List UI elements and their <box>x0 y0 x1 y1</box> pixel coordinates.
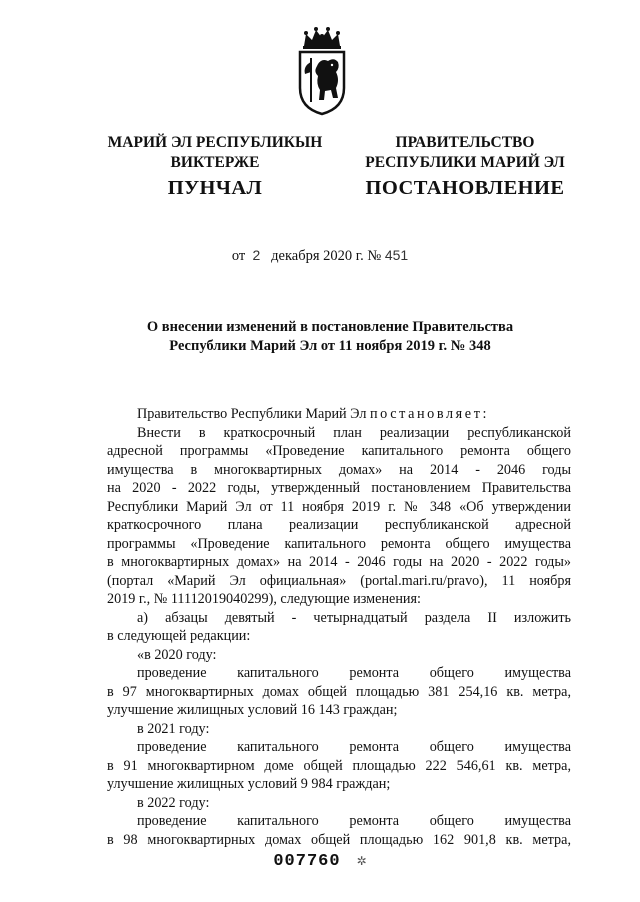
body-line: «в 2020 году: <box>137 646 217 663</box>
header-left-line2: ВИКТЕРЖЕ <box>170 154 260 171</box>
body-line: имущества в многоквартирных домах» на 2014 - 2046 годы <box>107 461 571 478</box>
header-right <box>355 133 575 173</box>
doc-number: 451 <box>384 247 409 263</box>
body-line: адресной программы «Проведение капитального ремонта общего <box>107 443 571 459</box>
document-title <box>80 318 580 356</box>
date-line <box>0 247 640 265</box>
body-text-fragment: Правительство Республики Марий Эл <box>137 406 367 422</box>
body-line: проведение капитального ремонта общего имущества <box>137 739 571 755</box>
header-left-line1: МАРИЙ ЭЛ РЕСПУБЛИКЫН <box>107 134 323 151</box>
body-line: в 2022 году: <box>137 794 210 811</box>
title-line1: О внесении изменений в постановление Правительства <box>146 319 514 335</box>
body-line: улучшение жилищных условий 16 143 граждан; <box>107 702 398 718</box>
body-line: на 2020 - 2022 годы, утвержденный постановлением Правительства <box>107 480 571 496</box>
doc-type-left: ПУНЧАЛ <box>167 177 263 199</box>
body-text-spaced: постановляет: <box>369 406 490 422</box>
date-prefix: от <box>231 248 246 264</box>
header-left <box>95 133 335 173</box>
body-line: в многоквартирных домах» на 2014 - 2046 годы на 2020 - 2022 годы» <box>107 554 571 570</box>
coat-of-arms-icon <box>294 24 350 116</box>
date-day: 2 <box>252 247 261 263</box>
footer <box>0 852 640 871</box>
body-line: 2019 г., № 11112019040299), следующие изменения: <box>107 591 421 607</box>
body-line: в 98 многоквартирных домах общей площадью 162 901,8 кв. метра, <box>107 831 571 848</box>
serial-number: 007760 <box>273 852 341 871</box>
date-rest: декабря 2020 г. № <box>271 248 382 264</box>
document-body <box>107 405 571 849</box>
body-line: программы «Проведение капитального ремонта общего имущества <box>107 535 571 552</box>
header-right-line2: РЕСПУБЛИКИ МАРИЙ ЭЛ <box>365 154 565 171</box>
body-line: а) абзацы девятый - четырнадцатый раздела II изложить <box>137 609 571 626</box>
body-line: в следующей редакции: <box>107 628 251 644</box>
body-line <box>107 405 571 424</box>
body-line: проведение капитального ремонта общего имущества <box>137 813 571 829</box>
doc-type-right: ПОСТАНОВЛЕНИЕ <box>365 177 565 199</box>
title-line2: Республики Марий Эл от 11 ноября 2019 г. № 348 <box>169 338 491 354</box>
body-line: в 2021 году: <box>137 720 210 737</box>
body-line: в 97 многоквартирных домах общей площадью 381 254,16 кв. метра, <box>107 683 571 700</box>
ornament-icon: ✲ <box>356 854 367 868</box>
body-line: проведение капитального ремонта общего имущества <box>137 665 571 681</box>
body-line: в 91 многоквартирном доме общей площадью 222 546,61 кв. метра, <box>107 757 571 774</box>
body-line: улучшение жилищных условий 9 984 граждан; <box>107 776 391 792</box>
body-line: Внести в краткосрочный план реализации республиканской <box>137 424 571 441</box>
header-right-line1: ПРАВИТЕЛЬСТВО <box>395 134 535 151</box>
body-line: Республики Марий Эл от 11 ноября 2019 г. № 348 «Об утверждении <box>107 498 571 515</box>
body-line: краткосрочного плана реализации республиканской адресной <box>107 517 571 533</box>
body-line: (портал «Марий Эл официальная» (portal.mari.ru/pravo), 11 ноября <box>107 572 571 589</box>
